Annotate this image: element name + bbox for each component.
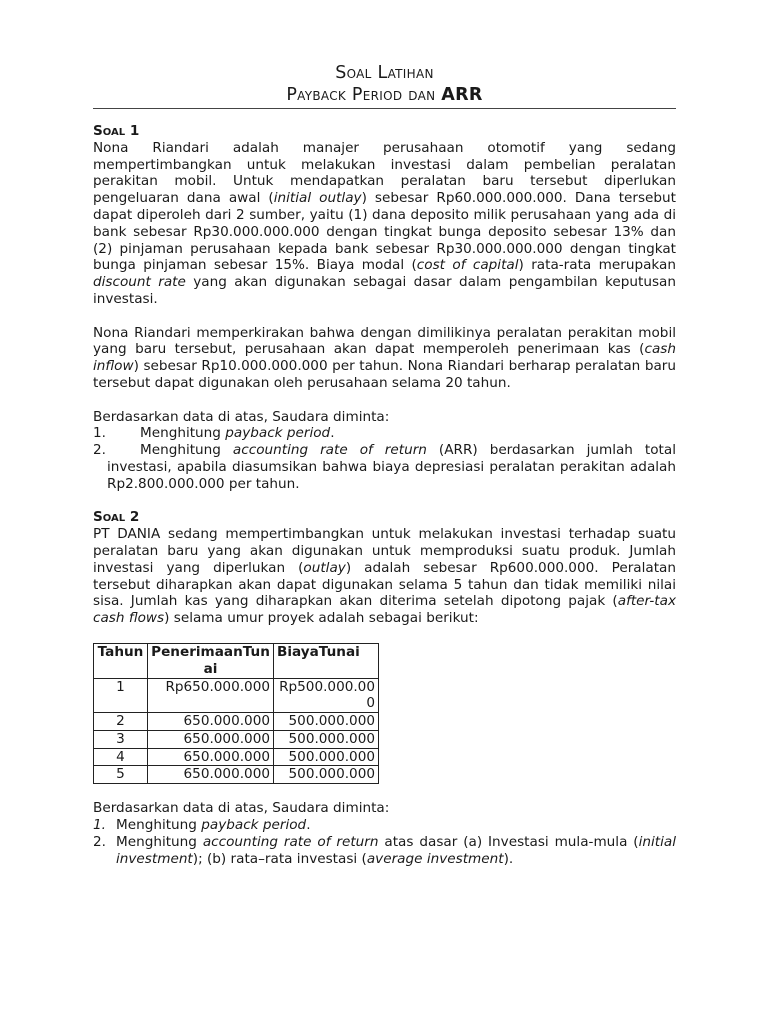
- text-run: Nona Riandari memperkirakan bahwa dengan dimilikinya peralatan perakitan mobil yang baru tersebut, perusahaan akan dapat memperoleh penerimaan kas (: [93, 324, 676, 358]
- text-run: Menghitung: [140, 442, 233, 459]
- cell-tahun: 3: [94, 730, 148, 748]
- soal2-instructions: Berdasarkan data di atas, Saudara diminta:: [93, 800, 390, 817]
- spacer: [93, 392, 676, 409]
- table-row: [94, 713, 379, 731]
- list-item-text: [107, 442, 676, 492]
- text-run: PT DANIA sedang mempertimbangkan untuk melakukan investasi terhadap suatu peralatan baru yang akan digunakan untuk memproduksi suatu produk. Jumlah investasi yang diperlukan (: [93, 526, 676, 576]
- cell-penerimaan: 650.000.000: [148, 766, 274, 784]
- italic-term: payback period: [201, 817, 307, 834]
- text-run: Nona Riandari adalah manajer perusahaan otomotif yang sedang mempertimbangkan untuk melakukan investasi dalam pembelian peralatan perakitan mobil. Untuk mendapatkan peralatan baru tersebut diperlukan pengeluaran dana awal (: [93, 139, 676, 207]
- list-item: [93, 834, 676, 868]
- soal2-paragraph-1: [93, 526, 676, 627]
- text-run: ) rata-rata merupakan: [518, 257, 676, 274]
- document-body: [93, 123, 676, 867]
- text-run: Menghitung: [116, 833, 203, 850]
- soal2-heading: Soal 2: [93, 509, 140, 526]
- italic-term: accounting rate of return: [232, 442, 427, 459]
- list-number: 2.: [93, 442, 106, 459]
- soal1-paragraph-1: [93, 140, 676, 308]
- cell-biaya: Rp500.000.000: [274, 678, 379, 713]
- table-body: [94, 678, 379, 784]
- text-run: yang akan digunakan sebagai dasar dalam pengambilan keputusan investasi.: [93, 274, 676, 307]
- cell-penerimaan: 650.000.000: [148, 730, 274, 748]
- text-run: atas dasar (a) Investasi mula-mula (: [378, 833, 639, 850]
- italic-term: accounting rate of return: [202, 833, 379, 850]
- cell-tahun: 4: [94, 748, 148, 766]
- italic-term: cash inflow: [93, 341, 676, 375]
- soal1-paragraph-2: [93, 325, 676, 392]
- text-run: ) sebesar Rp10.000.000.000 per tahun. Nona Riandari berharap peralatan baru tersebut dapat digunakan oleh perusahaan selama 20 tahun.: [93, 358, 676, 391]
- title-line-2: [93, 84, 676, 106]
- header-biaya-tunai: BiayaTunai: [274, 643, 379, 678]
- cell-biaya: 500.000.000: [274, 713, 379, 731]
- list-number: 1.: [93, 817, 106, 834]
- italic-term: cost of capital: [416, 257, 519, 274]
- title-line-1: Soal Latihan: [335, 63, 434, 83]
- text-run: .: [306, 817, 311, 834]
- list-number: 1.: [93, 425, 106, 442]
- text-run: ); (b) rata–rata investasi (: [192, 850, 367, 867]
- list-item: [93, 442, 676, 492]
- soal1-heading: Soal 1: [93, 123, 140, 139]
- title-block: [93, 62, 676, 106]
- title-divider: [93, 108, 676, 109]
- text-run: ).: [503, 850, 514, 867]
- cell-tahun: 2: [94, 713, 148, 731]
- table-row: [94, 678, 379, 713]
- cell-penerimaan: 650.000.000: [148, 748, 274, 766]
- text-run: ) selama umur proyek adalah sebagai berikut:: [164, 610, 479, 627]
- table-row: [94, 730, 379, 748]
- text-run: .: [330, 425, 335, 442]
- cell-tahun: 5: [94, 766, 148, 784]
- title-line-2-text: Payback Period dan: [286, 85, 442, 105]
- text-run: ) adalah sebesar Rp600.000.000. Peralatan tersebut diharapkan akan dapat digunakan selama 5 tahun dan tidak memiliki nilai sisa. Jumlah kas yang diharapkan akan diterima setelah dipotong pajak (: [93, 559, 676, 610]
- text-run: Menghitung: [140, 425, 226, 442]
- italic-term: after-tax cash flows: [93, 593, 676, 627]
- italic-term: outlay: [303, 559, 346, 576]
- title-arr: ARR: [441, 85, 483, 105]
- soal1-task-list: [93, 425, 676, 492]
- cell-biaya: 500.000.000: [274, 766, 379, 784]
- spacer: [93, 308, 676, 325]
- text-run: ) sebesar Rp60.000.000.000. Dana tersebut dapat diperoleh dari 2 sumber, yaitu (1) dana deposito milik perusahaan yang ada di bank sebesar Rp30.000.000.000 dengan tingkat bunga deposito sebesar 13% dan (2) pinjaman perusahaan kepada bank sebesar Rp30.000.000.000 dengan tingkat bunga pinjaman sebesar 15%. Biaya modal (: [93, 190, 676, 274]
- cell-tahun: 1: [94, 678, 148, 713]
- cash-flow-table: [93, 643, 379, 784]
- cell-penerimaan: Rp650.000.000: [148, 678, 274, 713]
- cell-penerimaan: 650.000.000: [148, 713, 274, 731]
- spacer: [93, 493, 676, 510]
- italic-term: payback period: [225, 425, 331, 442]
- list-number: 2.: [93, 833, 106, 850]
- italic-term: initial investment: [116, 833, 676, 867]
- cell-biaya: 500.000.000: [274, 748, 379, 766]
- list-item-text: [107, 425, 676, 442]
- italic-term: discount rate: [93, 274, 186, 291]
- italic-term: average investment: [366, 850, 504, 867]
- text-run: (ARR) berdasarkan jumlah total investasi, apabila diasumsikan bahwa biaya depresiasi peralatan perakitan adalah Rp2.800.000.000 per tahun.: [107, 442, 676, 492]
- list-item: [93, 817, 676, 834]
- list-item: [93, 425, 676, 442]
- soal1-instructions: Berdasarkan data di atas, Saudara diminta:: [93, 408, 390, 425]
- text-run: Menghitung: [116, 817, 202, 834]
- header-penerimaan-tunai: PenerimaanTunai: [148, 643, 274, 678]
- table-header-row: [94, 643, 379, 678]
- cell-biaya: 500.000.000: [274, 730, 379, 748]
- table-row: [94, 766, 379, 784]
- soal2-task-list: [93, 817, 676, 867]
- table-row: [94, 748, 379, 766]
- italic-term: initial outlay: [273, 190, 362, 207]
- header-tahun: Tahun: [94, 643, 148, 678]
